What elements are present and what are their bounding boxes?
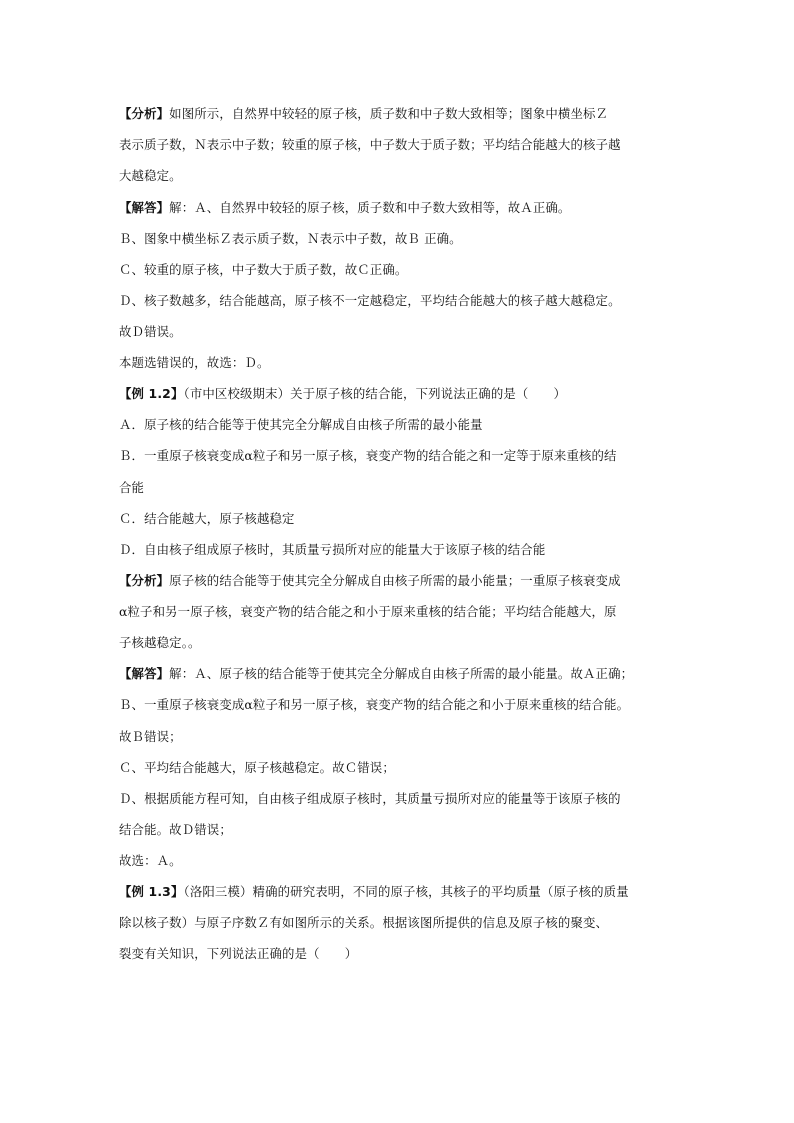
answer-2-line-2: Ｂ、一重原子核衰变成α粒子和另一原子核，衰变产物的结合能之和小于原来重核的结合能。 [119,697,630,712]
example-1-2-stem: 【例 1.2】（市中区校级期末）关于原子核的结合能，下列说法正确的是（ ） [119,386,567,401]
answer-tag: 【解答】 [119,200,170,215]
example-1-2-option-b-line-2: 合能 [119,480,145,495]
answer-2-line-7: 故选：Ａ。 [119,853,182,868]
answer-2-line-5: Ｄ、根据质能方程可知，自由核子组成原子核时，其质量亏损所对应的能量等于该原子核的 [119,791,621,806]
analysis-2-line-1: 【分析】原子核的结合能等于使其完全分解成自由核子所需的最小能量；一重原子核衰变成 [119,573,621,588]
answer-1-line-1: 【解答】解：Ａ、自然界中较轻的原子核，质子数和中子数大致相等，故Ａ正确。 [119,200,571,215]
answer-1-line-3: Ｃ、较重的原子核，中子数大于质子数，故Ｃ正确。 [119,262,408,277]
answer-1-line-6: 本题选错误的，故选：Ｄ。 [119,355,270,370]
answer-2-line-3: 故Ｂ错误； [119,729,182,744]
example-1-3-line-1: 【例 1.3】（洛阳三模）精确的研究表明，不同的原子核，其核子的平均质量（原子核的质量 [119,884,629,899]
answer-tag: 【解答】 [119,666,170,681]
example-1-2-option-c: Ｃ．结合能越大，原子核越稳定 [119,511,295,526]
analysis-tag: 【分析】 [119,573,170,588]
analysis-1-line-2: 表示质子数，Ｎ表示中子数；较重的原子核，中子数大于质子数；平均结合能越大的核子越 [119,137,621,152]
analysis-tag: 【分析】 [119,106,170,121]
example-tag: 【例 1.3】 [119,884,184,899]
analysis-1-line-1: 【分析】如图所示，自然界中较轻的原子核，质子数和中子数大致相等；图象中横坐标Ｚ [119,106,609,121]
analysis-1-line-3: 大越稳定。 [119,168,182,183]
example-tag: 【例 1.2】 [119,386,184,401]
example-1-2-option-a: Ａ．原子核的结合能等于使其完全分解成自由核子所需的最小能量 [119,417,483,432]
answer-1-line-2: Ｂ、图象中横坐标Ｚ表示质子数，Ｎ表示中子数，故Ｂ 正确。 [119,231,462,246]
answer-2-line-4: Ｃ、平均结合能越大，原子核越稳定。故Ｃ错误； [119,760,395,775]
analysis-2-line-3: 子核越稳定。。 [119,635,201,650]
example-1-3-line-3: 裂变有关知识，下列说法正确的是（ ） [119,946,358,961]
example-1-2-option-d: Ｄ．自由核子组成原子核时，其质量亏损所对应的能量大于该原子核的结合能 [119,542,546,557]
answer-1-line-4: Ｄ、核子数越多，结合能越高，原子核不一定越稳定，平均结合能越大的核子越大越稳定。 [119,293,621,308]
analysis-2-line-2: α粒子和另一原子核，衰变产物的结合能之和小于原来重核的结合能；平均结合能越大，原 [119,604,617,619]
example-1-2-option-b-line-1: Ｂ．一重原子核衰变成α粒子和另一原子核，衰变产物的结合能之和一定等于原来重核的结 [119,448,617,463]
answer-2-line-6: 结合能。故Ｄ错误； [119,822,232,837]
example-1-3-line-2: 除以核子数）与原子序数Ｚ有如图所示的关系。根据该图所提供的信息及原子核的聚变、 [119,915,609,930]
answer-2-line-1: 【解答】解：Ａ、原子核的结合能等于使其完全分解成自由核子所需的最小能量。故Ａ正确； [119,666,634,681]
answer-1-line-5: 故Ｄ错误。 [119,324,182,339]
